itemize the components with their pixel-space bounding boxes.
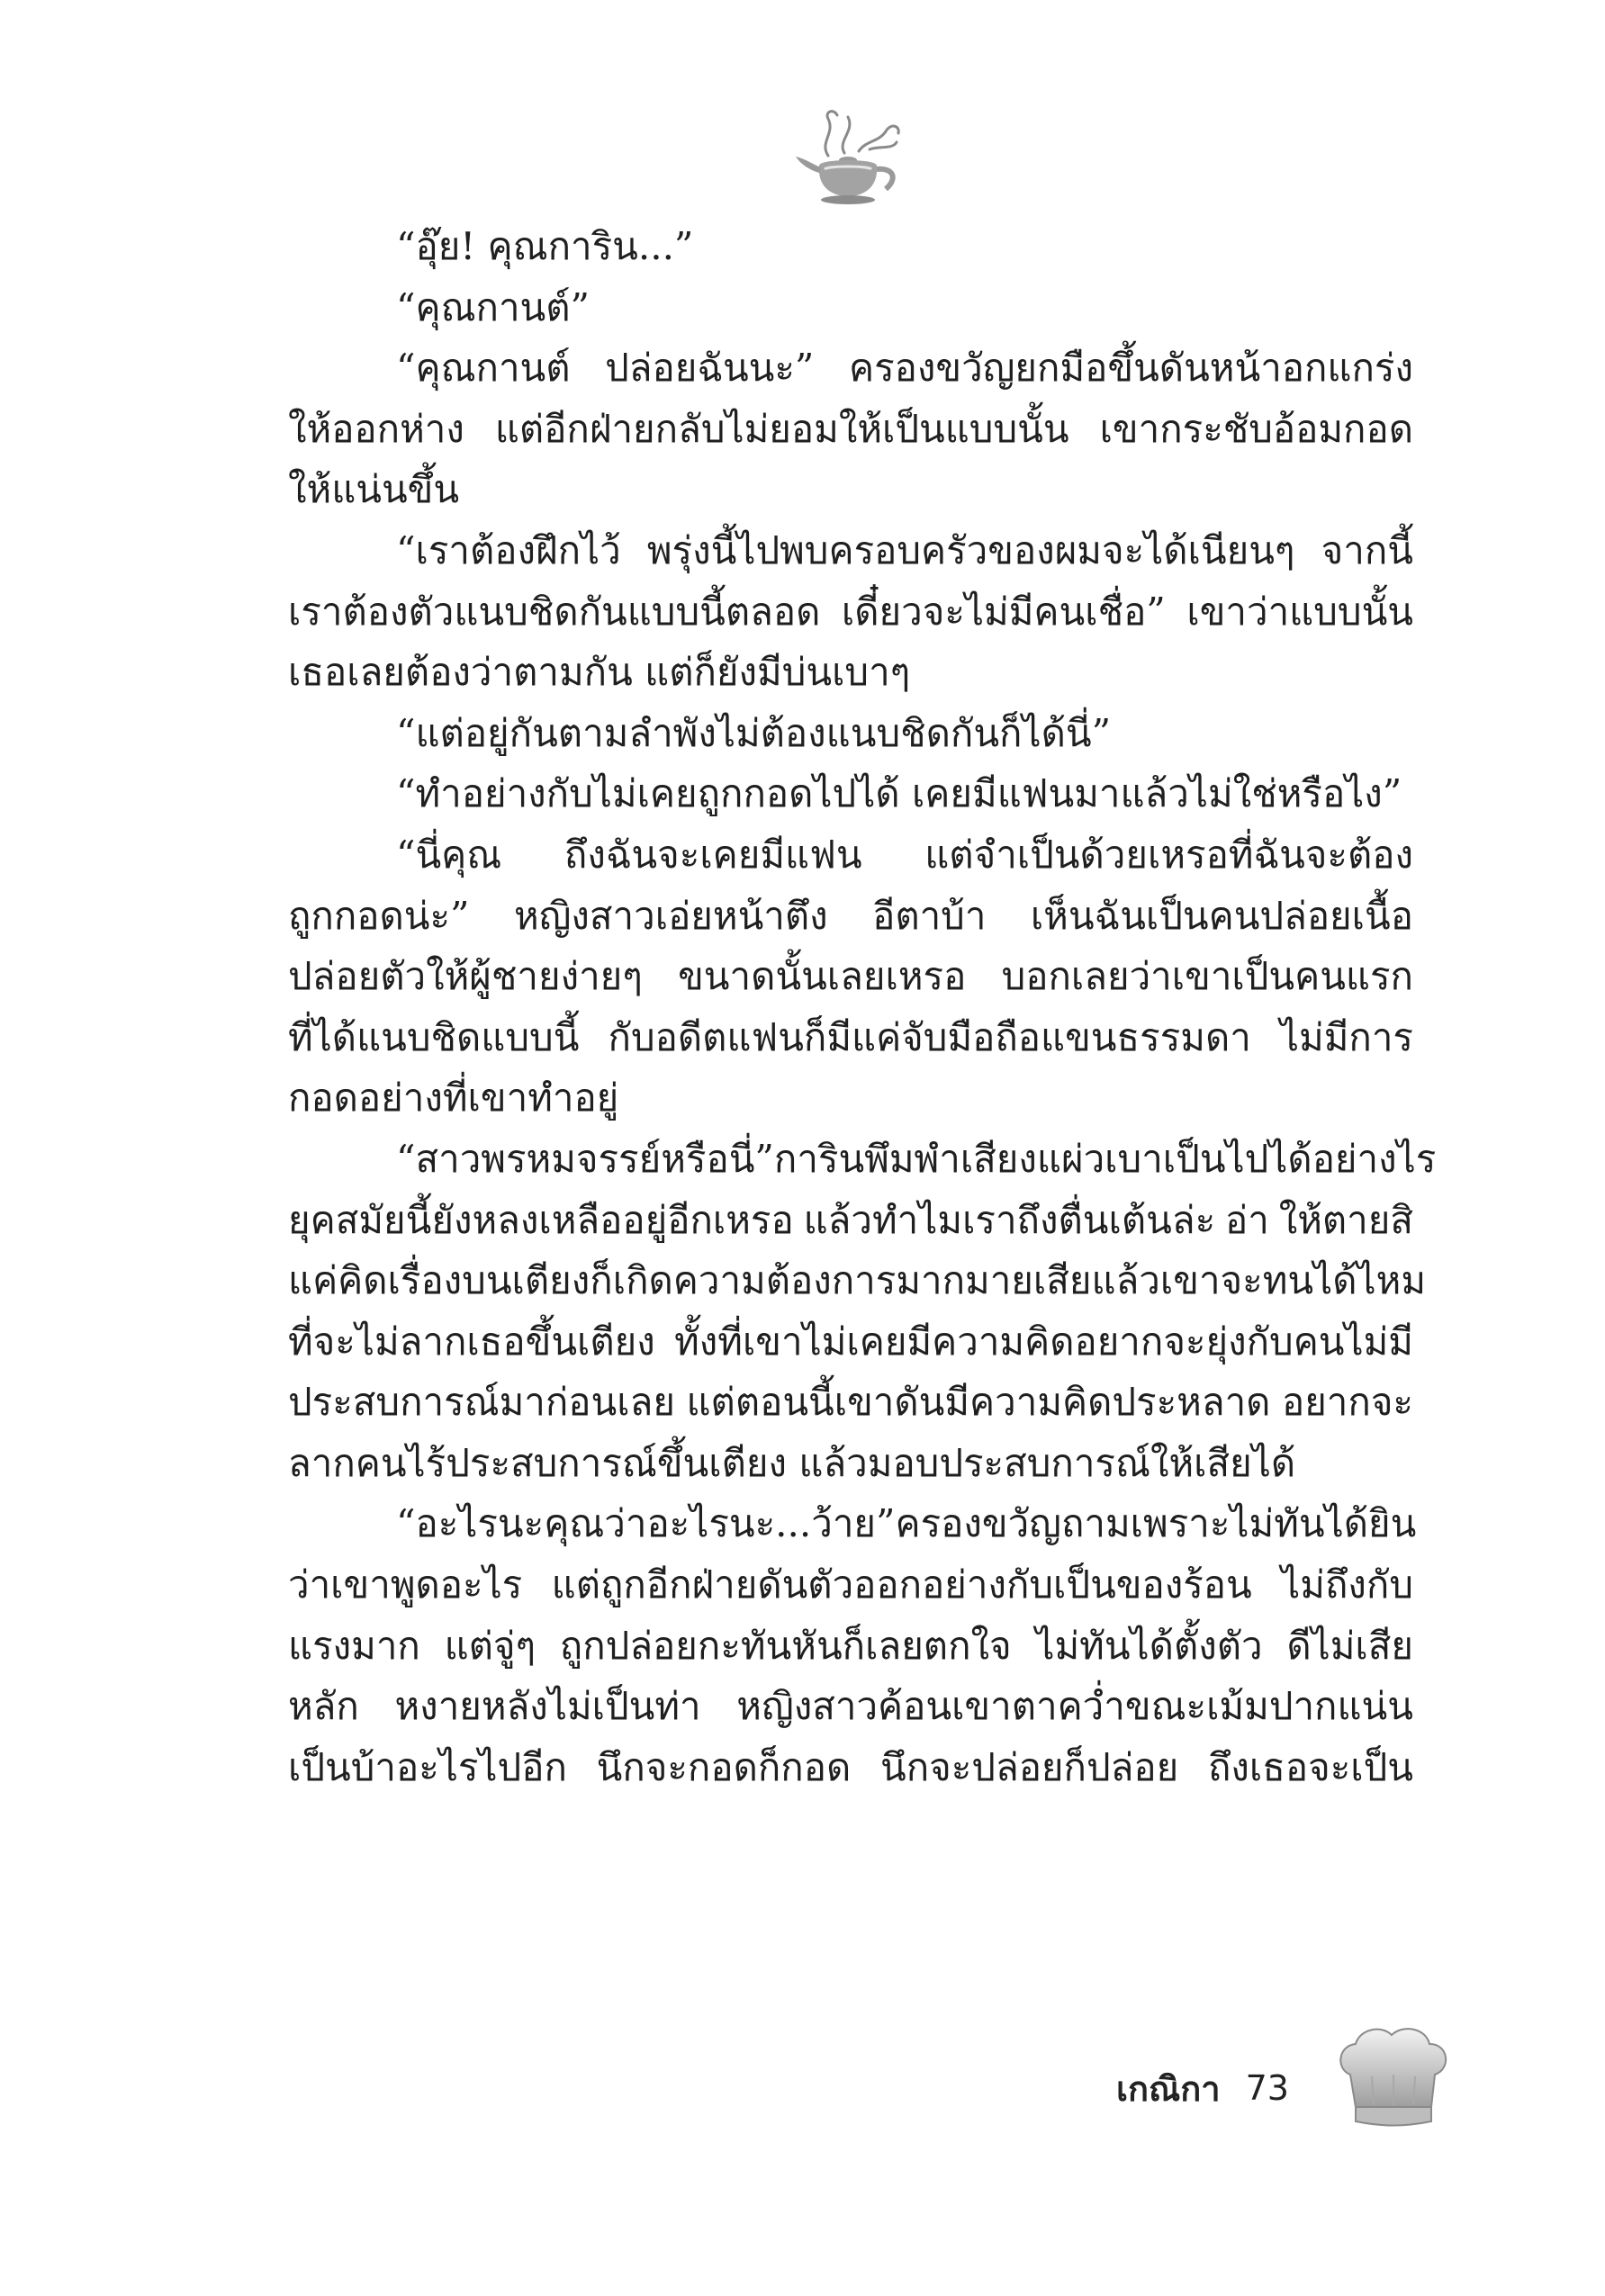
running-title: เกณิกา xyxy=(1116,2068,1221,2109)
text-line xyxy=(288,1616,1413,1677)
text-word: แต่จู่ๆ xyxy=(444,1623,537,1668)
text-word: แต่จำเป็นด้วยเหรอที่ฉันจะต้อง xyxy=(924,832,1413,877)
text-line xyxy=(288,459,1413,520)
text-line xyxy=(288,946,1413,1007)
text-line xyxy=(288,1737,1413,1798)
text-word: ไม่ทันได้ตั้งตัว xyxy=(1035,1623,1263,1668)
text-line-content: กอดอย่างที่เขาทำอยู่ xyxy=(288,1076,619,1121)
text-word: ทั้งที่เขาไม่เคยมีความคิดอยากจะยุ่งกับคนไม่มี xyxy=(674,1319,1413,1364)
text-word: คุณว่าอะไรนะ...ว้าย” xyxy=(544,1501,896,1546)
text-word: กับอดีตแฟนก็มีแค่จับมือถือแขนธรรมดา xyxy=(608,1014,1251,1059)
page-number: 73 xyxy=(1245,2068,1289,2108)
text-word: “เราต้องฝึกไว้ xyxy=(396,527,621,572)
text-word: อยากจะ xyxy=(1281,1380,1413,1425)
text-line-content: ลากคนไร้ประสบการณ์ขึ้นเตียง แล้วมอบประสบการณ์ให้เสียได้ xyxy=(288,1440,1296,1485)
text-word: ที่ได้แนบชิดแบบนี้ xyxy=(288,1014,580,1059)
text-line xyxy=(288,1250,1427,1311)
text-line xyxy=(288,1067,1413,1129)
text-word: ยุคสมัยนี้ยังหลงเหลืออยู่อีกเหรอ xyxy=(288,1197,794,1242)
text-word: ครองขวัญยกมือขึ้นดันหน้าอกแกร่ง xyxy=(848,346,1413,391)
text-line xyxy=(288,1433,1413,1494)
text-word: ไม่ถึงกับ xyxy=(1281,1562,1413,1607)
text-line xyxy=(288,763,1413,824)
text-line xyxy=(288,1372,1413,1433)
text-line xyxy=(288,824,1413,886)
text-word: แรงมาก xyxy=(288,1623,420,1668)
teapot-ornament-icon xyxy=(792,106,909,214)
text-word: ครองขวัญถามเพราะไม่ทันได้ยิน xyxy=(895,1501,1417,1546)
text-word: ประสบการณ์มาก่อนเลย xyxy=(288,1380,675,1425)
text-word: ดีไม่เสีย xyxy=(1286,1623,1413,1668)
text-line xyxy=(288,1676,1413,1737)
text-line xyxy=(288,399,1413,460)
text-line xyxy=(288,1311,1413,1373)
text-word: ถูกปล่อยกะทันหันก็เลยตกใจ xyxy=(559,1623,1012,1668)
text-word: แค่คิดเรื่องบนเตียงก็เกิดความต้องการมากมายเสียแล้ว xyxy=(288,1258,1160,1303)
text-line xyxy=(288,581,1413,643)
text-word: เขาจะทนได้ไหม xyxy=(1159,1258,1427,1303)
text-word: หลัก xyxy=(288,1684,359,1729)
text-word: ว่าเขาพูดอะไร xyxy=(288,1562,523,1607)
text-line-content: “อุ๊ย! คุณการิน...” xyxy=(396,224,694,268)
text-line-content: เธอเลยต้องว่าตามกัน แต่ก็ยังมีบ่นเบาๆ xyxy=(288,650,911,695)
text-line xyxy=(288,1554,1413,1616)
text-line xyxy=(288,1190,1413,1251)
text-word: แต่ถูกอีกฝ่ายดันตัวออกอย่างกับเป็นของร้อน xyxy=(551,1562,1252,1607)
text-word: ปล่อยตัวให้ผู้ชายง่ายๆ xyxy=(288,954,643,999)
text-line xyxy=(288,703,1413,764)
text-word: พรุ่งนี้ไปพบครอบครัวของผมจะได้เนียนๆ xyxy=(646,527,1295,572)
body-text xyxy=(288,216,1437,1797)
text-word: เขาว่าแบบนั้น xyxy=(1186,589,1413,634)
text-word: เป็นไปได้อย่างไร xyxy=(1162,1136,1437,1181)
text-line xyxy=(288,338,1413,399)
text-line xyxy=(288,520,1413,581)
text-word: เดี๋ยวจะไม่มีคนเชื่อ” xyxy=(841,589,1166,634)
text-word: “อะไรนะ xyxy=(396,1501,545,1546)
text-word: “คุณกานต์ xyxy=(396,346,571,391)
text-word: เห็นฉันเป็นคนปล่อยเนื้อ xyxy=(1030,893,1413,938)
text-line-content: “ทำอย่างกับไม่เคยถูกกอดไปได้ เคยมีแฟนมาแล้วไม่ใช่หรือไง” xyxy=(396,771,1402,816)
text-word: นึกจะกอดก็กอด xyxy=(596,1744,852,1789)
page-footer xyxy=(1116,2048,1289,2129)
text-word: ถูกกอดน่ะ” xyxy=(288,893,470,938)
text-word: ให้ออกห่าง xyxy=(288,406,464,451)
text-word: เป็นบ้าอะไรไปอีก xyxy=(288,1744,567,1789)
text-line xyxy=(288,642,1413,703)
text-line-content: “คุณกานต์” xyxy=(396,284,591,329)
text-word: อ่า xyxy=(1225,1197,1269,1242)
text-word: อีตาบ้า xyxy=(872,893,987,938)
text-word: ให้ตายสิ xyxy=(1278,1197,1413,1242)
text-line xyxy=(288,216,1413,277)
text-word: จากนี้ xyxy=(1321,527,1413,572)
text-word: แล้วทำไมเราถึงตื่นเต้นล่ะ xyxy=(803,1197,1216,1242)
text-line-content: “แต่อยู่กันตามลำพังไม่ต้องแนบชิดกันก็ได้นี่” xyxy=(396,710,1112,755)
text-line xyxy=(288,886,1413,947)
text-word: แต่ตอนนี้เขาดันมีความคิดประหลาด xyxy=(686,1380,1271,1425)
text-word: “สาวพรหมจรรย์หรือนี่” xyxy=(396,1136,774,1181)
text-word: หงายหลังไม่เป็นท่า xyxy=(394,1684,701,1729)
text-line xyxy=(288,1493,1417,1554)
chef-hat-icon xyxy=(1332,2021,1454,2129)
text-word: ขนาดนั้นเลยเหรอ xyxy=(678,954,967,999)
text-line xyxy=(288,1007,1413,1068)
text-word: แต่อีกฝ่ายกลับไม่ยอมให้เป็นแบบนั้น xyxy=(494,406,1069,451)
text-word: บอกเลยว่าเขาเป็นคนแรก xyxy=(1001,954,1413,999)
text-word: เขากระชับอ้อมกอด xyxy=(1099,406,1413,451)
text-word: นึกจะปล่อยก็ปล่อย xyxy=(879,1744,1179,1789)
text-word: ที่จะไม่ลากเธอขึ้นเตียง xyxy=(288,1319,655,1364)
text-word: “นี่คุณ xyxy=(396,832,502,877)
text-word: ไม่มีการ xyxy=(1279,1014,1413,1059)
text-line xyxy=(288,277,1413,338)
text-word: ถึงฉันจะเคยมีแฟน xyxy=(564,832,862,877)
text-word: เราต้องตัวแนบชิดกันแบบนี้ตลอด xyxy=(288,589,821,634)
text-word: การินพึมพำเสียงแผ่วเบา xyxy=(773,1136,1163,1181)
text-word: ปล่อยฉันนะ” xyxy=(605,346,815,391)
text-line xyxy=(288,1129,1437,1190)
text-word: ถึงเธอจะเป็น xyxy=(1207,1744,1413,1789)
text-line-content: ให้แน่นขึ้น xyxy=(288,467,460,512)
text-word: หญิงสาวเอ่ยหน้าตึง xyxy=(513,893,828,938)
text-word: หญิงสาวค้อนเขาตาคว่ำขณะเม้มปากแน่น xyxy=(736,1684,1413,1729)
